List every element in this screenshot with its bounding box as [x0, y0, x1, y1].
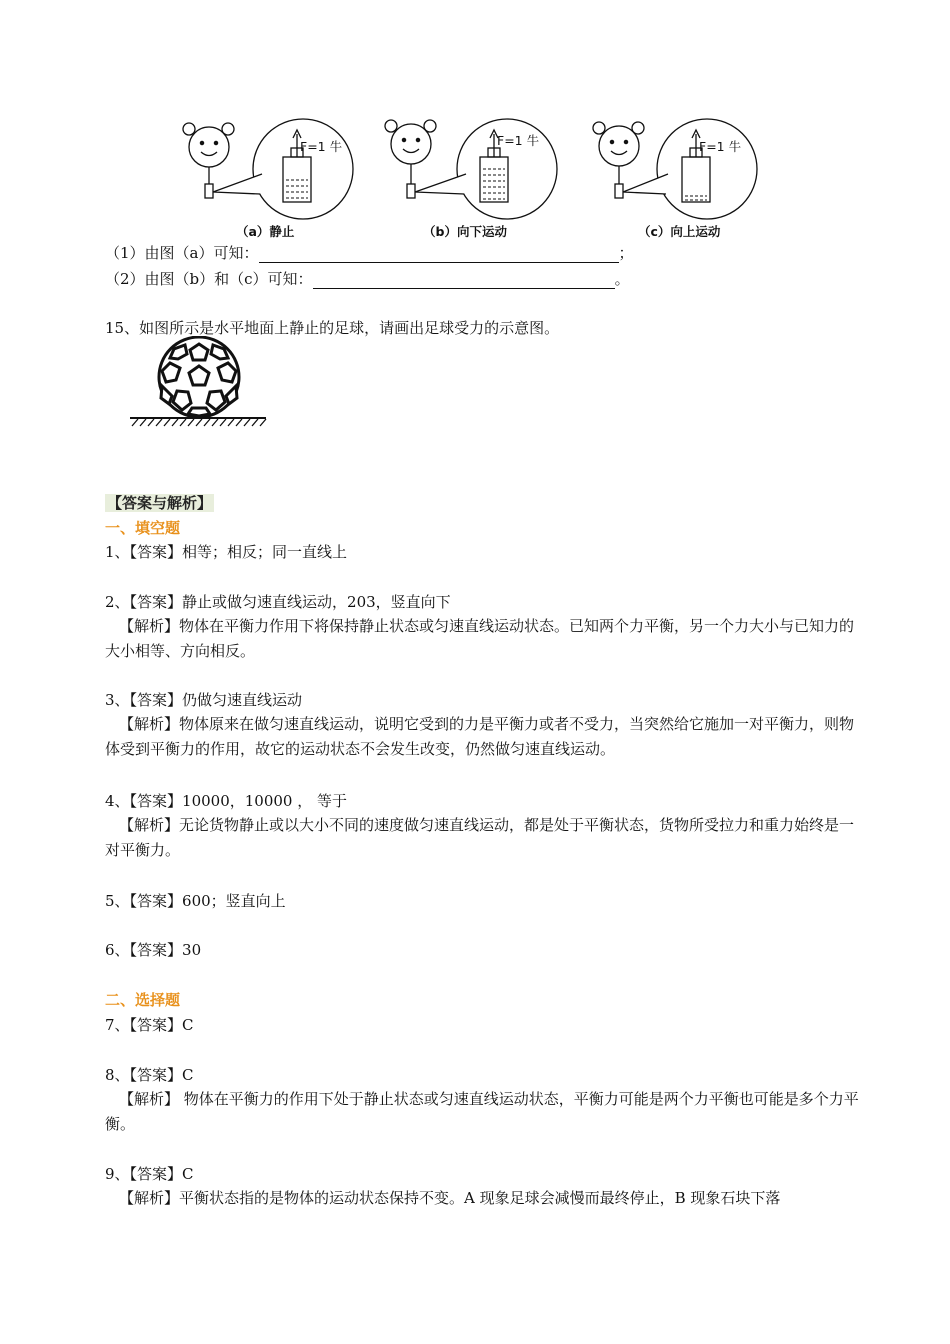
answer-6: 6、【答案】30 — [105, 941, 202, 959]
q14-sub2 — [105, 269, 630, 289]
q15-text: 15、如图所示是水平地面上静止的足球，请画出足球受力的示意图。 — [105, 319, 560, 337]
answer-5: 5、【答案】600；竖直向上 — [105, 892, 286, 910]
q14-sub1 — [105, 243, 634, 263]
soccer-ball-figure — [128, 336, 268, 428]
force-label-a: F=1 牛 — [300, 139, 343, 154]
section-fill-blank: 一、填空题 — [105, 519, 181, 537]
answers-header: 【答案与解析】 — [107, 494, 213, 512]
answer-9-explanation: 【解析】平衡状态指的是物体的运动状态保持不变。A 现象足球会减慢而最终停止，B 现象石块下落 — [119, 1189, 781, 1207]
section-multiple-choice: 二、选择题 — [105, 991, 181, 1009]
caption-c: （c）向上运动 — [638, 224, 721, 239]
answer-3: 3、【答案】仍做匀速直线运动 — [105, 691, 303, 709]
answer-4: 4、【答案】10000，10000 ， 等于 — [105, 792, 348, 810]
answer-8: 8、【答案】C — [105, 1066, 194, 1084]
caption-a: （a）静止 — [236, 224, 295, 239]
caption-b: （b）向下运动 — [423, 224, 507, 239]
soccer-ball-icon — [159, 337, 239, 417]
answer-1: 1、【答案】相等；相反；同一直线上 — [105, 543, 348, 561]
answer-9: 9、【答案】C — [105, 1165, 194, 1183]
q14-sub2-prefix: （2）由图（b）和（c）可知： — [105, 270, 313, 288]
force-label-b: F=1 牛 — [497, 133, 540, 148]
q14-sub1-blank[interactable] — [259, 247, 619, 263]
q14-sub1-end: ； — [618, 244, 634, 262]
answer-4-explanation: 【解析】无论货物静止或以大小不同的速度做匀速直线运动，都是处于平衡状态，货物所受拉力和重力始终是一对平衡力。 — [105, 816, 855, 859]
q14-sub1-prefix: （1）由图（a）可知： — [105, 244, 259, 262]
answer-7: 7、【答案】C — [105, 1016, 194, 1034]
figure-14 — [180, 112, 770, 220]
scene-a — [183, 119, 353, 219]
scene-c — [593, 119, 757, 219]
answer-8-explanation: 【解析】 物体在平衡力的作用下处于静止状态或匀速直线运动状态，平衡力可能是两个力平衡也可能是多个力平衡。 — [105, 1090, 859, 1133]
answer-3-explanation: 【解析】物体原来在做匀速直线运动，说明它受到的力是平衡力或者不受力，当突然给它施加一对平衡力，则物体受到平衡力的作用，故它的运动状态不会发生改变，仍然做匀速直线运动。 — [105, 715, 855, 758]
force-label-c: F=1 牛 — [699, 139, 742, 154]
q14-sub2-end: 。 — [614, 270, 630, 288]
answer-2: 2、【答案】静止或做匀速直线运动，203，竖直向下 — [105, 593, 451, 611]
q14-sub2-blank[interactable] — [313, 273, 615, 289]
answer-2-explanation: 【解析】物体在平衡力作用下将保持静止状态或匀速直线运动状态。已知两个力平衡，另一个力大小与已知力的大小相等、方向相反。 — [105, 617, 855, 660]
